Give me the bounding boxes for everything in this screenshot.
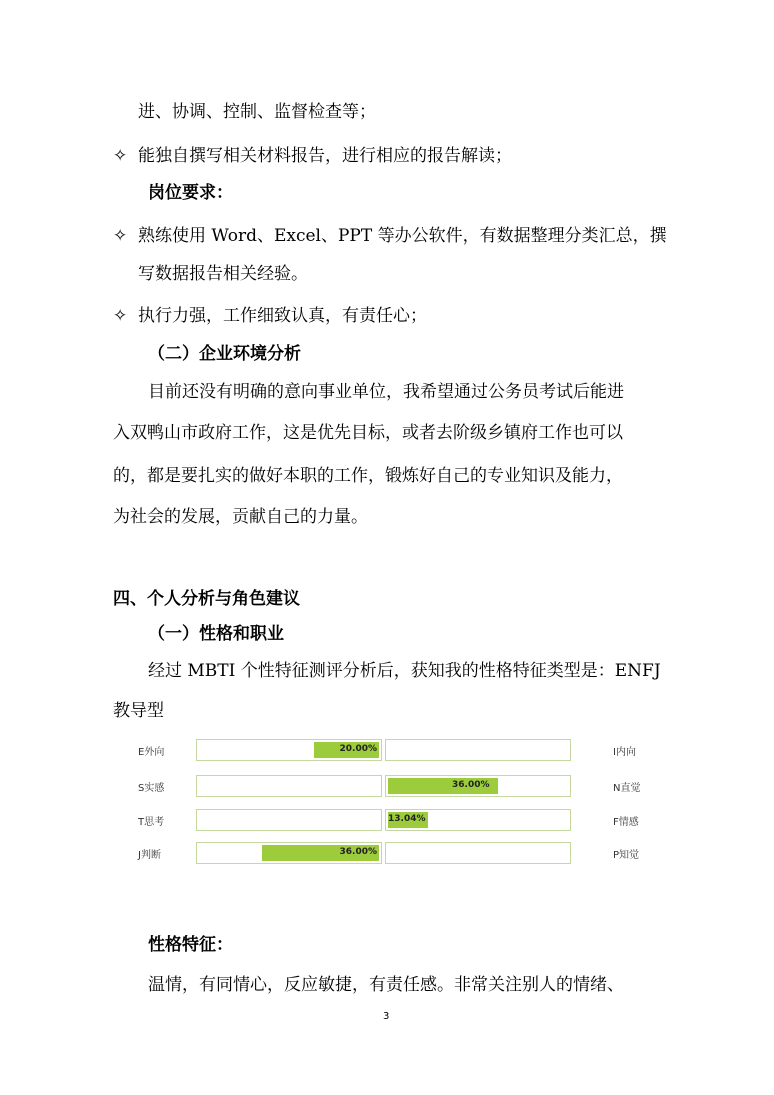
mbti-left-label: J判断	[138, 850, 161, 861]
mbti-row	[120, 807, 680, 833]
mbti-left-label: E外向	[138, 747, 165, 758]
text-line-7: 入双鸭山市政府工作，这是优先目标，或者去阶级乡镇府工作也可以	[113, 423, 623, 443]
chapter-heading: 四、个人分析与角色建议	[113, 589, 300, 609]
text-line-11: 教导型	[113, 701, 164, 721]
mbti-value-label: 20.00%	[339, 744, 377, 754]
mbti-right-label: P知觉	[613, 850, 640, 861]
text-line-1: 进、协调、控制、监督检查等；	[138, 102, 376, 122]
mbti-bar-left	[196, 775, 382, 797]
section-heading-requirements: 岗位要求：	[148, 183, 233, 203]
mbti-left-label: T思考	[138, 817, 165, 828]
mbti-bar-right	[385, 775, 571, 797]
mbti-right-label: I内向	[613, 747, 636, 758]
text-line-6: 目前还没有明确的意向事业单位，我希望通过公务员考试后能进	[148, 382, 624, 402]
mbti-value-label: 13.04%	[388, 814, 426, 824]
page-number: 3	[383, 1011, 390, 1022]
mbti-value-label: 36.00%	[339, 847, 377, 857]
bullet-icon: ✧	[113, 226, 128, 246]
mbti-row	[120, 773, 680, 799]
mbti-row	[120, 840, 680, 866]
section-heading-enterprise: （二）企业环境分析	[148, 344, 301, 364]
mbti-right-label: F情感	[613, 817, 639, 828]
text-line-2: 能独自撰写相关材料报告，进行相应的报告解读；	[138, 146, 512, 166]
mbti-row	[120, 737, 680, 763]
mbti-left-label: S实感	[138, 783, 165, 794]
text-line-12: 温情，有同情心，反应敏捷，有责任感。非常关注别人的情绪、	[148, 975, 624, 995]
text-line-3: 熟练使用 Word、Excel、PPT 等办公软件，有数据整理分类汇总，撰	[138, 226, 667, 246]
section-heading-traits: 性格特征：	[148, 935, 233, 955]
mbti-bar-right	[385, 842, 571, 864]
mbti-chart	[120, 737, 680, 877]
mbti-bar-right	[385, 809, 571, 831]
bullet-icon: ✧	[113, 306, 128, 326]
bullet-icon: ✧	[113, 146, 128, 166]
mbti-bar-left	[196, 809, 382, 831]
text-line-9: 为社会的发展，贡献自己的力量。	[113, 507, 368, 527]
mbti-value-label: 36.00%	[452, 780, 490, 790]
mbti-bar-left	[196, 842, 382, 864]
mbti-bar-left	[196, 739, 382, 761]
mbti-bar-right	[385, 739, 571, 761]
mbti-right-label: N直觉	[613, 783, 641, 794]
text-line-8: 的，都是要扎实的做好本职的工作，锻炼好自己的专业知识及能力，	[113, 466, 623, 486]
text-line-5: 执行力强，工作细致认真，有责任心；	[138, 306, 427, 326]
text-line-4: 写数据报告相关经验。	[138, 264, 308, 284]
section-heading-personality: （一）性格和职业	[148, 624, 284, 644]
text-line-10: 经过 MBTI 个性特征测评分析后，获知我的性格特征类型是：ENFJ	[148, 661, 661, 681]
